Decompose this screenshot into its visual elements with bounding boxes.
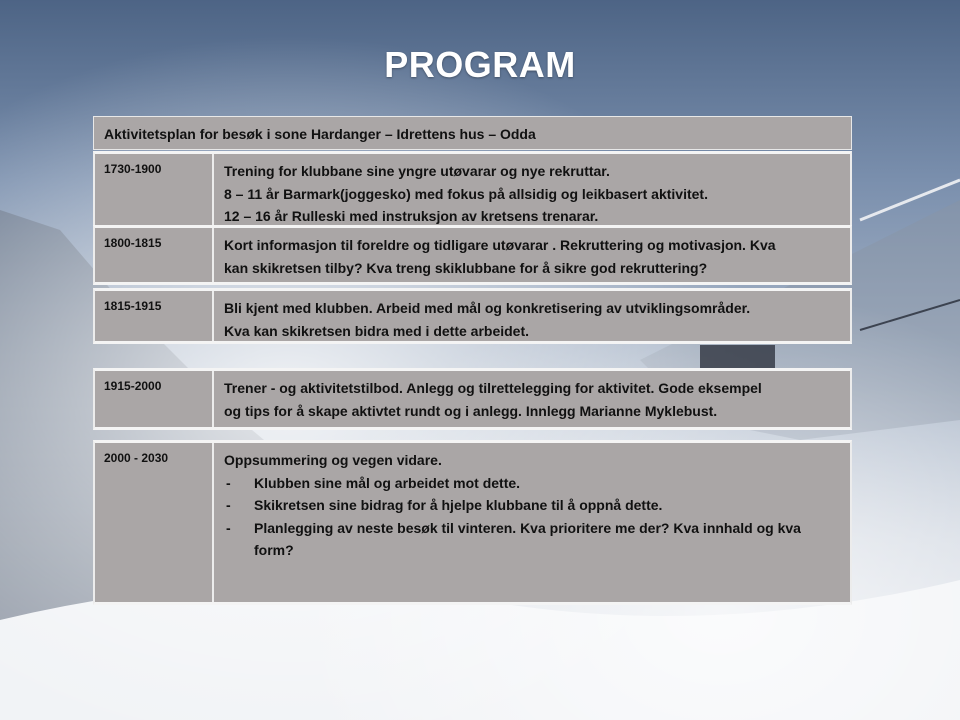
table-row bbox=[93, 368, 852, 430]
description-line: kan skikretsen tilby? Kva treng skiklubbane for å sikre god rekruttering? bbox=[224, 259, 708, 276]
time-cell: 2000 - 2030 bbox=[95, 443, 214, 602]
time-cell: 1915-2000 bbox=[95, 371, 214, 427]
bullet-list bbox=[224, 472, 840, 562]
description-intro: Oppsummering og vegen vidare. bbox=[224, 452, 442, 468]
bullet-item: - Planlegging av neste besøk til vinteren. Kva prioritere me der? Kva innhald og kva form? bbox=[224, 517, 840, 562]
description-line: Kort informasjon til foreldre og tidligare utøvarar . Rekruttering og motivasjon. Kva bbox=[224, 237, 776, 253]
table-row bbox=[93, 288, 852, 344]
time-cell: 1800-1815 bbox=[95, 228, 214, 282]
bullet-item: - Klubben sine mål og arbeidet mot dette. bbox=[224, 472, 840, 495]
description-line: 12 – 16 år Rulleski med instruksjon av kretsens trenarar. bbox=[224, 208, 599, 224]
description-line: Bli kjent med klubben. Arbeid med mål og konkretisering av utviklingsområder. bbox=[224, 300, 751, 316]
page-title: PROGRAM bbox=[384, 44, 576, 85]
description-line: og tips for å skape aktivtet rundt og i anlegg. Innlegg Marianne Myklebust. bbox=[224, 402, 718, 419]
description-line: Kva kan skikretsen bidra med i dette arbeidet. bbox=[224, 322, 530, 339]
description-line: Trener - og aktivitetstilbod. Anlegg og tilrettelegging for aktivitet. Gode eksempel bbox=[224, 380, 762, 396]
description-cell bbox=[214, 154, 850, 225]
description-line: Trening for klubbane sine yngre utøvarar og nye rekruttar. bbox=[224, 163, 610, 179]
description-cell bbox=[214, 371, 850, 427]
table-row bbox=[93, 225, 852, 285]
description-cell bbox=[214, 291, 850, 341]
time-cell: 1730-1900 bbox=[95, 154, 214, 225]
bullet-item: - Skikretsen sine bidrag for å hjelpe klubbane til å oppnå dette. bbox=[224, 494, 840, 517]
description-cell bbox=[214, 443, 850, 602]
description-cell bbox=[214, 228, 850, 282]
description-line: 8 – 11 år Barmark(joggesko) med fokus på allsidig og leikbasert aktivitet. bbox=[224, 185, 708, 202]
table-row bbox=[93, 151, 852, 225]
table-row bbox=[93, 440, 852, 605]
time-cell: 1815-1915 bbox=[95, 291, 214, 341]
table-header: Aktivitetsplan for besøk i sone Hardanger – Idrettens hus – Odda bbox=[93, 116, 852, 150]
